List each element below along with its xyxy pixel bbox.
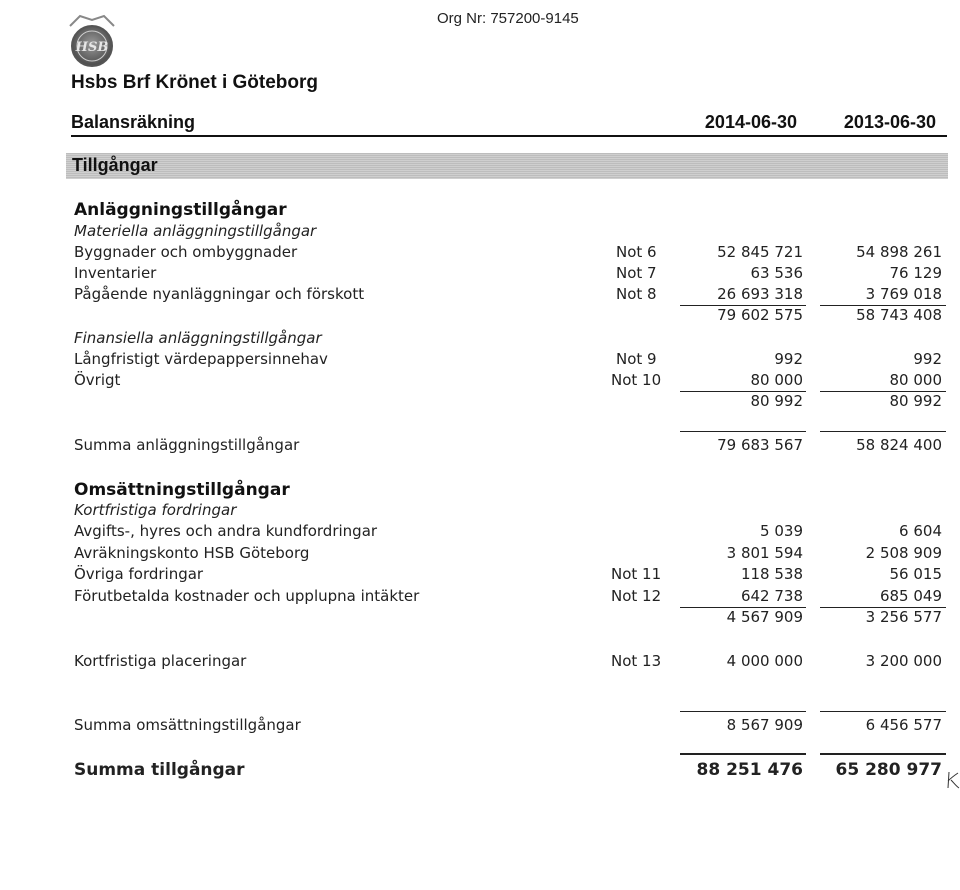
- row-value-2013: 992: [913, 350, 942, 368]
- table-row: [0, 371, 960, 393]
- row-label: Byggnader och ombyggnader: [74, 243, 298, 261]
- row-label: Kortfristiga placeringar: [74, 652, 247, 670]
- logo-text: HSB: [75, 40, 109, 55]
- row-label: Avräkningskonto HSB Göteborg: [74, 544, 310, 562]
- row-note: Not 6: [616, 243, 657, 261]
- row-value-2013: 3 769 018: [865, 285, 942, 303]
- column-header-2014: 2014-06-30: [704, 112, 797, 132]
- row-label: Inventarier: [74, 264, 157, 282]
- row-value-2014: 80 000: [750, 371, 803, 389]
- grand-total-value-2014: 88 251 476: [696, 760, 803, 780]
- section-band-tillgangar: [66, 153, 948, 179]
- subtotal-value-2013: 3 256 577: [865, 608, 942, 626]
- table-row: [0, 544, 960, 566]
- row-value-2013: 685 049: [879, 587, 942, 605]
- table-row: [0, 522, 960, 544]
- table-row: [0, 285, 960, 307]
- subheading-row: [0, 329, 960, 351]
- total-row: [0, 716, 960, 738]
- row-note: Not 7: [616, 264, 657, 282]
- org-number: Org Nr: 757200-9145: [437, 10, 579, 27]
- row-value-2013: 56 015: [889, 565, 942, 583]
- total-rule: [820, 431, 946, 432]
- subheading-fordringar: Kortfristiga fordringar: [74, 501, 237, 519]
- company-name: Hsbs Brf Krönet i Göteborg: [71, 72, 319, 93]
- sheet-title: Balansräkning: [71, 112, 196, 132]
- row-value-2013: 76 129: [889, 264, 942, 282]
- subtotal-row: [0, 608, 960, 630]
- grand-total-label: Summa tillgångar: [74, 760, 245, 780]
- subtotal-row: [0, 392, 960, 414]
- row-value-2013: 54 898 261: [856, 243, 942, 261]
- row-value-2014: 118 538: [740, 565, 803, 583]
- subheading-row: [0, 222, 960, 244]
- total-rule: [820, 711, 946, 712]
- section-title: Tillgångar: [72, 155, 158, 175]
- total-value-2014: 79 683 567: [717, 436, 803, 454]
- total-value-2013: 6 456 577: [865, 716, 942, 734]
- row-value-2014: 992: [774, 350, 803, 368]
- row-value-2014: 26 693 318: [717, 285, 803, 303]
- row-label: Långfristigt värdepappersinnehav: [74, 350, 328, 368]
- row-note: Not 9: [616, 350, 657, 368]
- row-note: Not 13: [611, 652, 662, 670]
- table-row: [0, 264, 960, 286]
- grand-total-row: [0, 760, 960, 782]
- row-label: Övrigt: [74, 371, 121, 389]
- total-value-2014: 8 567 909: [726, 716, 803, 734]
- row-value-2013: 80 000: [889, 371, 942, 389]
- heading-row: [0, 480, 960, 502]
- handwritten-initials: [946, 770, 960, 790]
- total-rule: [680, 711, 806, 712]
- total-row: [0, 436, 960, 458]
- subheading-row: [0, 501, 960, 523]
- total-label: Summa anläggningstillgångar: [74, 436, 300, 454]
- row-value-2013: 2 508 909: [865, 544, 942, 562]
- row-value-2013: 6 604: [899, 522, 942, 540]
- subtotal-value-2014: 80 992: [750, 392, 803, 410]
- row-label: Pågående nyanläggningar och förskott: [74, 285, 365, 303]
- subtotal-value-2013: 80 992: [889, 392, 942, 410]
- row-label: Förutbetalda kostnader och upplupna intäkter: [74, 587, 420, 605]
- hsb-logo: [62, 12, 122, 70]
- row-value-2014: 3 801 594: [726, 544, 803, 562]
- row-value-2014: 642 738: [740, 587, 803, 605]
- column-header-2013: 2013-06-30: [843, 112, 936, 132]
- grand-total-value-2013: 65 280 977: [835, 760, 942, 780]
- heading-anlaggning: Anläggningstillgångar: [74, 200, 287, 220]
- row-value-2013: 3 200 000: [865, 652, 942, 670]
- row-value-2014: 52 845 721: [717, 243, 803, 261]
- subtotal-value-2014: 4 567 909: [726, 608, 803, 626]
- table-row: [0, 350, 960, 372]
- table-row: [0, 652, 960, 674]
- row-note: Not 10: [611, 371, 662, 389]
- row-note: Not 11: [611, 565, 662, 583]
- total-label: Summa omsättningstillgångar: [74, 716, 301, 734]
- table-row: [0, 565, 960, 587]
- heading-omsattning: Omsättningstillgångar: [74, 480, 290, 500]
- subtotal-value-2014: 79 602 575: [717, 306, 803, 324]
- row-label: Avgifts-, hyres och andra kundfordringar: [74, 522, 378, 540]
- row-note: Not 8: [616, 285, 657, 303]
- subtotal-row: [0, 306, 960, 328]
- row-label: Övriga fordringar: [74, 565, 204, 583]
- total-value-2013: 58 824 400: [856, 436, 942, 454]
- subheading-finansiella: Finansiella anläggningstillgångar: [74, 329, 322, 347]
- row-value-2014: 4 000 000: [726, 652, 803, 670]
- total-rule: [680, 431, 806, 432]
- subtotal-value-2013: 58 743 408: [856, 306, 942, 324]
- subheading-materiella: Materiella anläggningstillgångar: [74, 222, 317, 240]
- grand-total-rule: [820, 753, 946, 755]
- header-rule: [71, 135, 947, 137]
- row-value-2014: 5 039: [760, 522, 803, 540]
- row-note: Not 12: [611, 587, 662, 605]
- row-value-2014: 63 536: [750, 264, 803, 282]
- heading-row: [0, 200, 960, 222]
- grand-total-rule: [680, 753, 806, 755]
- table-row: [0, 243, 960, 265]
- table-row: [0, 587, 960, 609]
